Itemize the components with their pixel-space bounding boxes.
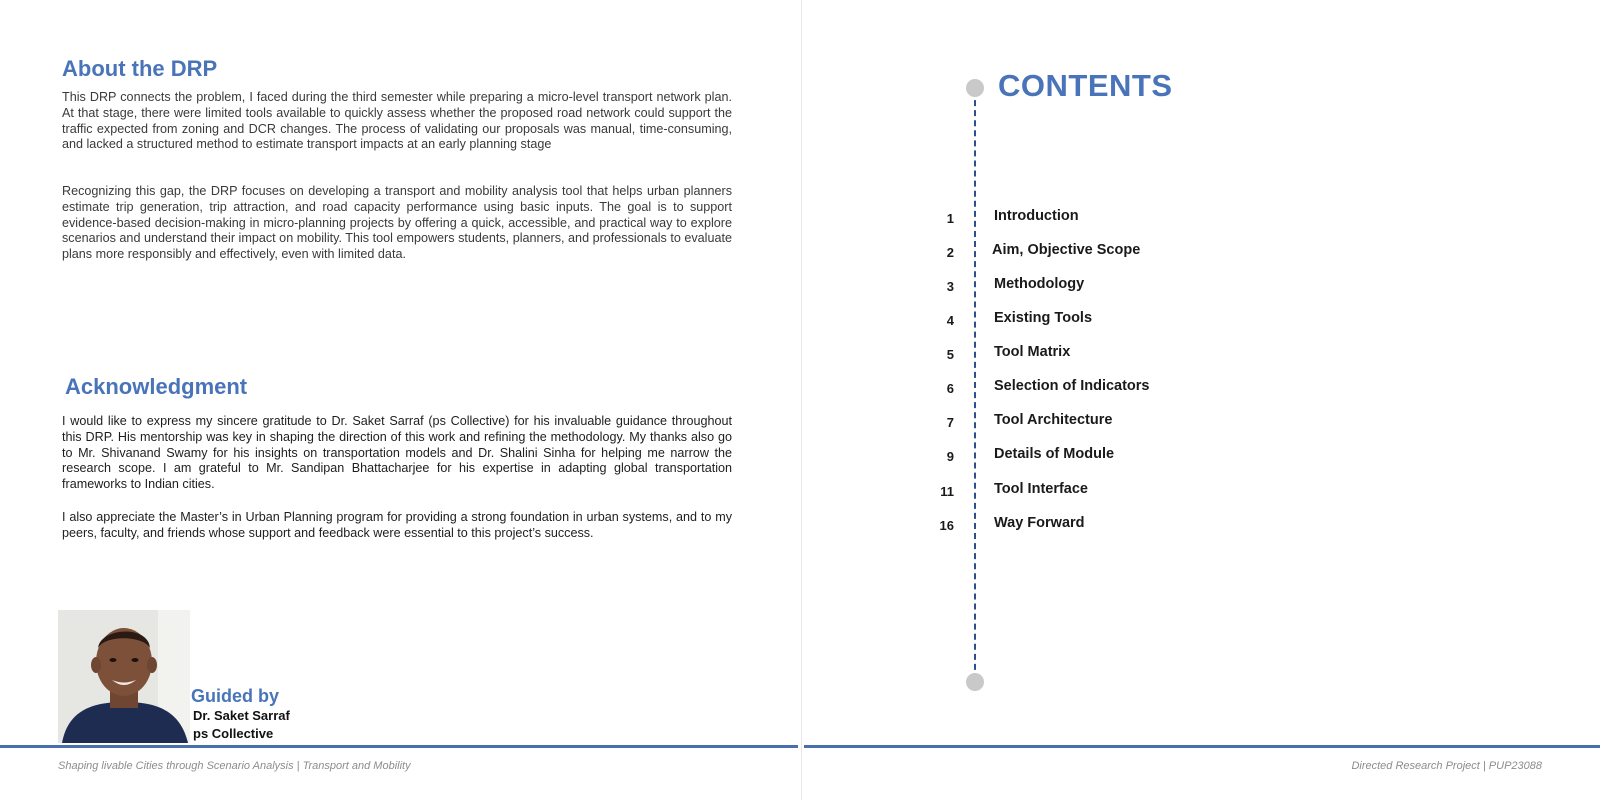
footer-rule-right	[804, 745, 1600, 748]
toc-page-number: 3	[946, 279, 954, 294]
toc-page-number: 2	[946, 245, 954, 260]
acknowledgment-paragraph-1: I would like to express my sincere gratitude to Dr. Saket Sarraf (ps Collective) for his invaluable guidance throughout this DRP. His mentorship was key in shaping the direction of this work and refining the methodology. My thanks also go to Mr. Shivanand Swamy for his insights on transportation models and Dr. Shalini Sinha for helping me narrow the research scope. I am grateful to Mr. Sandipan Bhattacharjee for his expertise in adapting global transportation frameworks to Indian cities.	[62, 414, 732, 492]
toc-page-number: 1	[946, 211, 954, 226]
toc-item-existing-tools[interactable]	[0, 310, 1600, 330]
toc-label: Introduction	[994, 208, 1079, 224]
guide-organization: ps Collective	[193, 726, 274, 741]
toc-label: Existing Tools	[994, 310, 1093, 326]
guide-portrait-photo	[58, 610, 190, 743]
toc-page-number: 9	[946, 449, 954, 464]
toc-label: Details of Module	[994, 446, 1115, 462]
about-paragraph-2: Recognizing this gap, the DRP focuses on developing a transport and mobility analysis tool that helps urban planners estimate trip generation, trip attraction, and road capacity performance using basic inputs. The goal is to support evidence-based decision-making in micro-planning projects by offering a quick, accessible, and practical way to explore scenarios and understand their impact on mobility. This tool empowers students, planners, and professionals to evaluate plans more responsibly and effectively, even with limited data.	[62, 184, 732, 262]
toc-item-introduction[interactable]	[0, 208, 1600, 228]
toc-page-number: 16	[939, 518, 954, 533]
about-paragraph-1: This DRP connects the problem, I faced during the third semester while preparing a micro-level transport network plan. At that stage, there were limited tools available to quickly assess whether the proposed road network could support the traffic expected from zoning and DCR changes. The process of validating our proposals was manual, time-consuming, and lacked a structured method to estimate transport impacts at an early planning stage	[62, 90, 732, 152]
toc-item-tool-architecture[interactable]	[0, 412, 1600, 432]
toc-item-tool-matrix[interactable]	[0, 344, 1600, 364]
toc-page-number: 7	[946, 415, 954, 430]
acknowledgment-paragraph-2: I also appreciate the Master’s in Urban Planning program for providing a strong foundation in urban systems, and to my peers, faculty, and friends whose support and feedback were essential to this project’s success.	[62, 510, 732, 540]
footer-rule-left	[0, 745, 798, 748]
about-heading: About the DRP	[62, 56, 218, 81]
toc-label: Tool Architecture	[994, 412, 1113, 428]
guided-by-heading: Guided by	[191, 686, 280, 706]
toc-item-selection-of-indicators[interactable]	[0, 378, 1600, 398]
toc-item-methodology[interactable]	[0, 276, 1600, 296]
toc-item-aim-objective-scope[interactable]	[0, 242, 1600, 262]
page-spread-divider	[801, 0, 802, 800]
timeline-dot-top	[966, 79, 984, 97]
toc-label: Way Forward	[994, 515, 1085, 531]
toc-item-way-forward[interactable]	[0, 515, 1600, 535]
toc-label: Selection of Indicators	[994, 378, 1150, 394]
toc-page-number: 4	[946, 313, 954, 328]
toc-page-number: 5	[946, 347, 954, 362]
toc-item-tool-interface[interactable]	[0, 481, 1600, 501]
contents-title: CONTENTS	[998, 68, 1173, 103]
toc-page-number: 11	[940, 484, 954, 499]
toc-item-details-of-module[interactable]	[0, 446, 1600, 466]
toc-label: Tool Matrix	[994, 344, 1071, 360]
footer-right-text: Directed Research Project | PUP23088	[1351, 760, 1542, 772]
toc-label: Methodology	[994, 276, 1085, 292]
toc-label: Tool Interface	[994, 481, 1088, 497]
toc-label: Aim, Objective Scope	[992, 242, 1141, 258]
acknowledgment-heading: Acknowledgment	[65, 374, 248, 399]
guide-name: Dr. Saket Sarraf	[193, 708, 290, 723]
timeline-dot-bottom	[966, 673, 984, 691]
toc-page-number: 6	[946, 381, 954, 396]
footer-left-text: Shaping livable Cities through Scenario Analysis | Transport and Mobility	[58, 760, 411, 772]
